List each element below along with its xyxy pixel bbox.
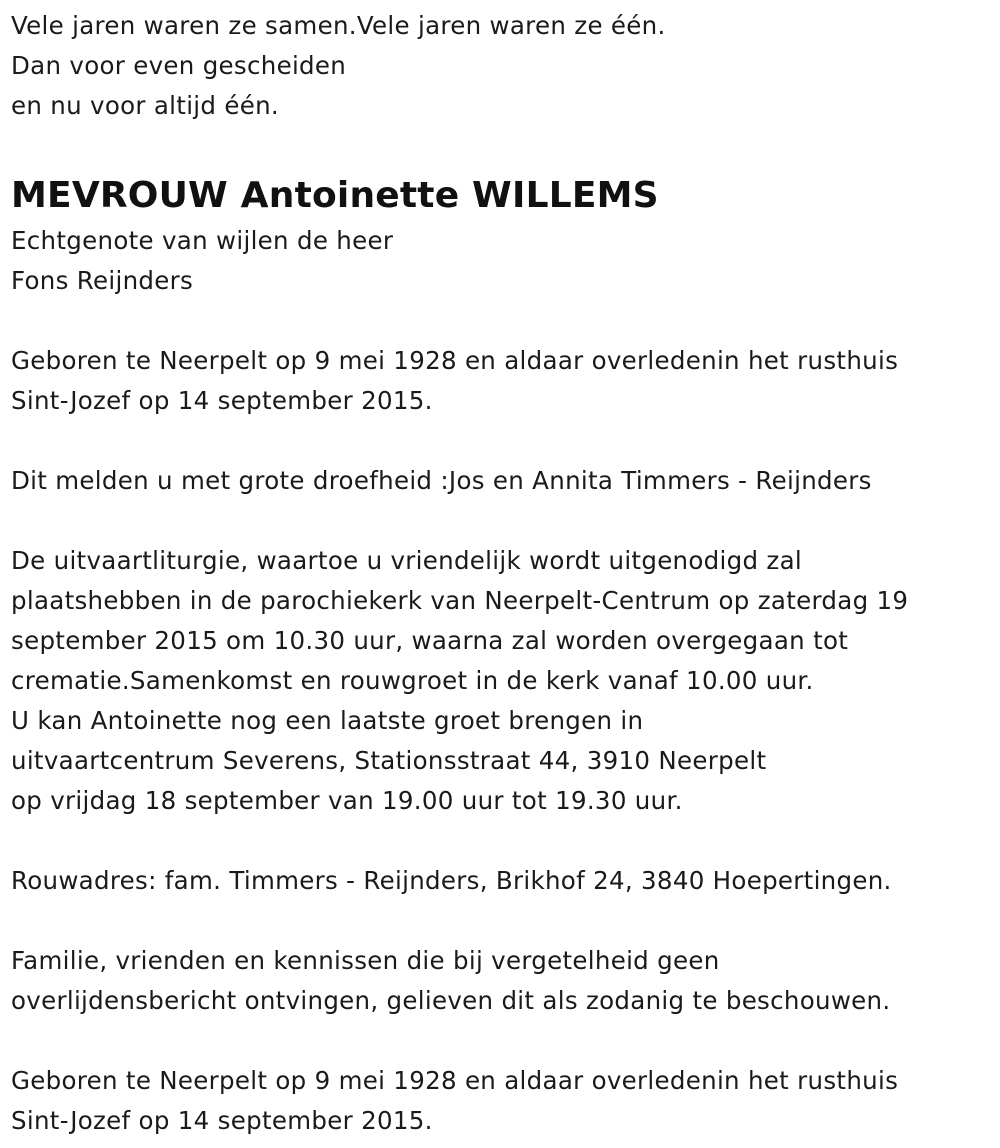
- birth-death-line: Geboren te Neerpelt op 9 mei 1928 en aldaar overledenin het rusthuis: [11, 346, 899, 375]
- notice-line: overlijdensbericht ontvingen, gelieven dit als zodanig te beschouwen.: [11, 986, 891, 1015]
- poem-line: Vele jaren waren ze samen.Vele jaren waren ze één.: [11, 11, 666, 40]
- notice-line: Familie, vrienden en kennissen die bij vergetelheid geen: [11, 946, 720, 975]
- spacer: [11, 901, 991, 941]
- funeral-details: [11, 541, 991, 821]
- birth-death-info-repeat: [11, 1061, 991, 1141]
- spacer: [11, 421, 991, 461]
- funeral-line: september 2015 om 10.30 uur, waarna zal worden overgegaan tot: [11, 626, 849, 655]
- poem-line: en nu voor altijd één.: [11, 91, 280, 120]
- mourning-address: Rouwadres: fam. Timmers - Reijnders, Brikhof 24, 3840 Hoepertingen.: [11, 866, 892, 895]
- birth-death-info: [11, 341, 991, 421]
- spouse-line: Fons Reijnders: [11, 266, 194, 295]
- funeral-line: op vrijdag 18 september van 19.00 uur tot 19.30 uur.: [11, 786, 683, 815]
- poem: [11, 6, 991, 126]
- birth-death-line: Geboren te Neerpelt op 9 mei 1928 en aldaar overledenin het rusthuis: [11, 1066, 899, 1095]
- birth-death-line: Sint-Jozef op 14 september 2015.: [11, 386, 433, 415]
- obituary-notice: [11, 0, 991, 1141]
- spacer: [11, 301, 991, 341]
- poem-line: Dan voor even gescheiden: [11, 51, 347, 80]
- funeral-line: U kan Antoinette nog een laatste groet brengen in: [11, 706, 644, 735]
- spouse-info: [11, 221, 991, 301]
- notice: [11, 941, 991, 1021]
- birth-death-line: Sint-Jozef op 14 september 2015.: [11, 1106, 433, 1135]
- funeral-line: plaatshebben in de parochiekerk van Neerpelt-Centrum op zaterdag 19: [11, 586, 909, 615]
- spacer: [11, 1021, 991, 1061]
- funeral-line: crematie.Samenkomst en rouwgroet in de kerk vanaf 10.00 uur.: [11, 666, 814, 695]
- spouse-line: Echtgenote van wijlen de heer: [11, 226, 394, 255]
- funeral-line: uitvaartcentrum Severens, Stationsstraat 44, 3910 Neerpelt: [11, 746, 767, 775]
- spacer: [11, 501, 991, 541]
- funeral-line: De uitvaartliturgie, waartoe u vriendelijk wordt uitgenodigd zal: [11, 546, 803, 575]
- spacer: [11, 821, 991, 861]
- announcement: Dit melden u met grote droefheid :Jos en Annita Timmers - Reijnders: [11, 466, 872, 495]
- deceased-name: MEVROUW Antoinette WILLEMS: [11, 175, 659, 216]
